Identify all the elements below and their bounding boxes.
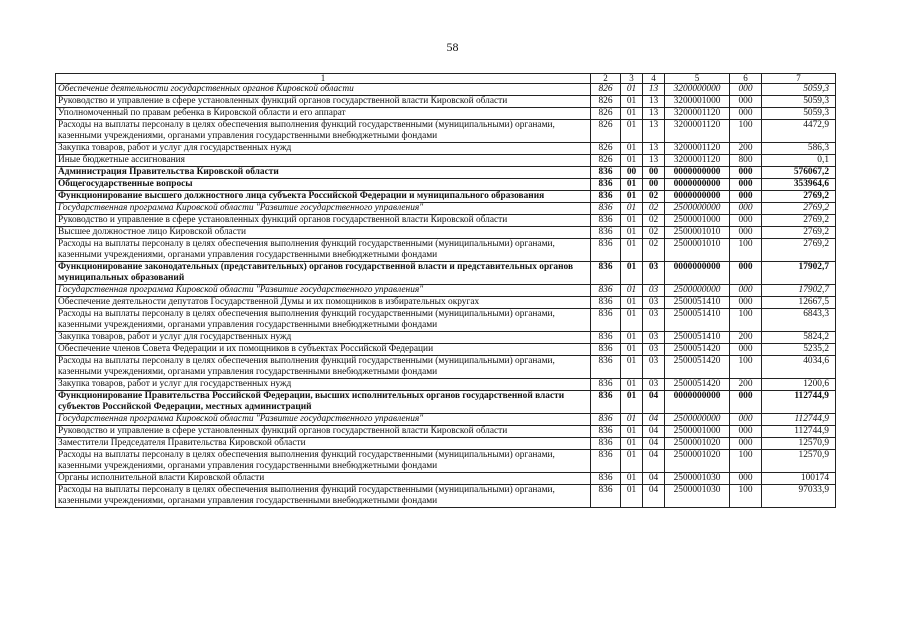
table-row: [56, 239, 836, 262]
expense-name-cell: Расходы на выплаты персоналу в целях обеспечения выполнения функций государственными (муниципальными) органами, казенными учреждениями, органами управления государственными внебюджетными фондами: [56, 239, 591, 262]
target-article-cell: 0000000000: [665, 167, 730, 179]
table-row: [56, 391, 836, 414]
ministry-code-cell: 836: [591, 215, 621, 227]
subsection-code-cell: 03: [643, 309, 665, 332]
ministry-code-cell: 836: [591, 332, 621, 344]
table-row: [56, 438, 836, 450]
ministry-code-cell: 836: [591, 262, 621, 285]
section-code-cell: 01: [621, 426, 643, 438]
subsection-code-cell: 04: [643, 426, 665, 438]
target-article-cell: 2500001000: [665, 426, 730, 438]
expense-type-cell: 000: [730, 215, 762, 227]
expense-name-cell: Уполномоченный по правам ребенка в Кировской области и его аппарат: [56, 108, 591, 120]
section-code-cell: 01: [621, 414, 643, 426]
expense-name-cell: Расходы на выплаты персоналу в целях обеспечения выполнения функций государственными (муниципальными) органами, казенными учреждениями, органами управления государственными внебюджетными фондами: [56, 450, 591, 473]
section-code-cell: 01: [621, 239, 643, 262]
target-article-cell: 0000000000: [665, 191, 730, 203]
subsection-code-cell: 02: [643, 215, 665, 227]
target-article-cell: 2500001030: [665, 473, 730, 485]
expense-name-cell: Функционирование высшего должностного лица субъекта Российской Федерации и муниципального образования: [56, 191, 591, 203]
section-code-cell: 01: [621, 391, 643, 414]
ministry-code-cell: 836: [591, 426, 621, 438]
section-code-cell: 01: [621, 84, 643, 96]
target-article-cell: 2500001010: [665, 227, 730, 239]
ministry-code-cell: 836: [591, 297, 621, 309]
table-row: [56, 414, 836, 426]
expense-name-cell: Государственная программа Кировской области "Развитие государственного управления": [56, 414, 591, 426]
table-row: [56, 96, 836, 108]
target-article-cell: 2500001010: [665, 239, 730, 262]
expense-type-cell: 100: [730, 485, 762, 508]
ministry-code-cell: 836: [591, 379, 621, 391]
section-code-cell: 01: [621, 332, 643, 344]
section-code-cell: 01: [621, 356, 643, 379]
target-article-cell: 2500051420: [665, 344, 730, 356]
section-code-cell: 01: [621, 227, 643, 239]
expense-type-cell: 200: [730, 332, 762, 344]
column-header: 6: [730, 74, 762, 84]
subsection-code-cell: 03: [643, 344, 665, 356]
table-row: [56, 191, 836, 203]
table-row: [56, 120, 836, 143]
amount-cell: 5824,2: [762, 332, 836, 344]
target-article-cell: 2500051410: [665, 332, 730, 344]
subsection-code-cell: 03: [643, 297, 665, 309]
expense-name-cell: Функционирование Правительства Российской Федерации, высших исполнительных органов государственной власти субъектов Российской Федерации, местных администраций: [56, 391, 591, 414]
expense-type-cell: 000: [730, 344, 762, 356]
expense-type-cell: 100: [730, 120, 762, 143]
expense-type-cell: 000: [730, 391, 762, 414]
amount-cell: 2769,2: [762, 191, 836, 203]
amount-cell: 17902,7: [762, 262, 836, 285]
ministry-code-cell: 836: [591, 203, 621, 215]
amount-cell: 586,3: [762, 143, 836, 155]
subsection-code-cell: 04: [643, 450, 665, 473]
amount-cell: 2769,2: [762, 215, 836, 227]
table-row: [56, 356, 836, 379]
subsection-code-cell: 13: [643, 84, 665, 96]
ministry-code-cell: 826: [591, 108, 621, 120]
ministry-code-cell: 836: [591, 438, 621, 450]
subsection-code-cell: 02: [643, 203, 665, 215]
target-article-cell: 0000000000: [665, 262, 730, 285]
amount-cell: 17902,7: [762, 285, 836, 297]
target-article-cell: 2500001020: [665, 438, 730, 450]
target-article-cell: 2500001030: [665, 485, 730, 508]
expense-type-cell: 000: [730, 285, 762, 297]
target-article-cell: 2500051410: [665, 297, 730, 309]
target-article-cell: 2500001020: [665, 450, 730, 473]
section-code-cell: 01: [621, 450, 643, 473]
target-article-cell: 2500000000: [665, 203, 730, 215]
ministry-code-cell: 836: [591, 285, 621, 297]
expense-name-cell: Закупка товаров, работ и услуг для государственных нужд: [56, 143, 591, 155]
table-row: [56, 285, 836, 297]
expense-type-cell: 000: [730, 227, 762, 239]
section-code-cell: 01: [621, 438, 643, 450]
amount-cell: 5059,3: [762, 84, 836, 96]
expense-name-cell: Функционирование законодательных (представительных) органов государственной власти и представительных органов муниципальных образований: [56, 262, 591, 285]
expense-type-cell: 000: [730, 84, 762, 96]
table-row: [56, 108, 836, 120]
subsection-code-cell: 03: [643, 285, 665, 297]
expense-name-cell: Обеспечение членов Совета Федерации и их помощников в субъектах Российской Федерации: [56, 344, 591, 356]
ministry-code-cell: 836: [591, 450, 621, 473]
table-row: [56, 450, 836, 473]
section-code-cell: 01: [621, 108, 643, 120]
subsection-code-cell: 13: [643, 120, 665, 143]
expense-name-cell: Расходы на выплаты персоналу в целях обеспечения выполнения функций государственными (муниципальными) органами, казенными учреждениями, органами управления государственными внебюджетными фондами: [56, 356, 591, 379]
table-row: [56, 297, 836, 309]
expense-type-cell: 000: [730, 426, 762, 438]
ministry-code-cell: 826: [591, 84, 621, 96]
section-code-cell: 00: [621, 167, 643, 179]
section-code-cell: 01: [621, 297, 643, 309]
section-code-cell: 01: [621, 215, 643, 227]
subsection-code-cell: 03: [643, 356, 665, 379]
column-header: 2: [591, 74, 621, 84]
column-header: 1: [56, 74, 591, 84]
section-code-cell: 01: [621, 285, 643, 297]
subsection-code-cell: 04: [643, 485, 665, 508]
target-article-cell: 3200001120: [665, 120, 730, 143]
expense-type-cell: 000: [730, 179, 762, 191]
table-row: [56, 203, 836, 215]
target-article-cell: 0000000000: [665, 391, 730, 414]
section-code-cell: 01: [621, 379, 643, 391]
ministry-code-cell: 836: [591, 473, 621, 485]
table-row: [56, 485, 836, 508]
ministry-code-cell: 836: [591, 356, 621, 379]
target-article-cell: 2500051410: [665, 309, 730, 332]
ministry-code-cell: 836: [591, 179, 621, 191]
section-code-cell: 01: [621, 96, 643, 108]
amount-cell: 112744,9: [762, 414, 836, 426]
subsection-code-cell: 04: [643, 438, 665, 450]
target-article-cell: 2500051420: [665, 356, 730, 379]
expense-type-cell: 800: [730, 155, 762, 167]
expense-name-cell: Закупка товаров, работ и услуг для государственных нужд: [56, 332, 591, 344]
expense-type-cell: 100: [730, 450, 762, 473]
amount-cell: 5059,3: [762, 96, 836, 108]
expense-name-cell: Обеспечение деятельности депутатов Государственной Думы и их помощников в избирательных округах: [56, 297, 591, 309]
table-row: [56, 379, 836, 391]
column-header: 4: [643, 74, 665, 84]
expense-name-cell: Высшее должностное лицо Кировской области: [56, 227, 591, 239]
subsection-code-cell: 03: [643, 332, 665, 344]
subsection-code-cell: 04: [643, 391, 665, 414]
ministry-code-cell: 836: [591, 191, 621, 203]
section-code-cell: 01: [621, 155, 643, 167]
table-row: [56, 155, 836, 167]
target-article-cell: 3200001000: [665, 96, 730, 108]
expense-name-cell: Органы исполнительной власти Кировской области: [56, 473, 591, 485]
target-article-cell: 2500051420: [665, 379, 730, 391]
section-code-cell: 01: [621, 485, 643, 508]
expense-name-cell: Руководство и управление в сфере установленных функций органов государственной власти Кировской области: [56, 96, 591, 108]
subsection-code-cell: 03: [643, 262, 665, 285]
section-code-cell: 01: [621, 120, 643, 143]
expense-type-cell: 000: [730, 167, 762, 179]
expense-type-cell: 000: [730, 191, 762, 203]
amount-cell: 576067,2: [762, 167, 836, 179]
expense-name-cell: Руководство и управление в сфере установленных функций органов государственной власти Кировской области: [56, 215, 591, 227]
section-code-cell: 01: [621, 143, 643, 155]
amount-cell: 12667,5: [762, 297, 836, 309]
section-code-cell: 01: [621, 344, 643, 356]
expense-type-cell: 000: [730, 473, 762, 485]
expense-name-cell: Расходы на выплаты персоналу в целях обеспечения выполнения функций государственными (муниципальными) органами, казенными учреждениями, органами управления государственными внебюджетными фондами: [56, 120, 591, 143]
budget-table: [55, 73, 836, 508]
ministry-code-cell: 836: [591, 167, 621, 179]
section-code-cell: 01: [621, 473, 643, 485]
table-row: [56, 143, 836, 155]
expense-type-cell: 100: [730, 356, 762, 379]
table-row: [56, 179, 836, 191]
expense-name-cell: Расходы на выплаты персоналу в целях обеспечения выполнения функций государственными (муниципальными) органами, казенными учреждениями, органами управления государственными внебюджетными фондами: [56, 309, 591, 332]
subsection-code-cell: 02: [643, 191, 665, 203]
subsection-code-cell: 03: [643, 379, 665, 391]
table-row: [56, 344, 836, 356]
amount-cell: 4472,9: [762, 120, 836, 143]
table-row: [56, 167, 836, 179]
amount-cell: 2769,2: [762, 239, 836, 262]
expense-name-cell: Заместители Председателя Правительства Кировской области: [56, 438, 591, 450]
amount-cell: 112744,9: [762, 391, 836, 414]
table-row: [56, 215, 836, 227]
subsection-code-cell: 00: [643, 167, 665, 179]
section-code-cell: 01: [621, 179, 643, 191]
amount-cell: 1200,6: [762, 379, 836, 391]
target-article-cell: 3200000000: [665, 84, 730, 96]
ministry-code-cell: 836: [591, 309, 621, 332]
ministry-code-cell: 826: [591, 155, 621, 167]
target-article-cell: 2500000000: [665, 414, 730, 426]
amount-cell: 353964,6: [762, 179, 836, 191]
amount-cell: 100174: [762, 473, 836, 485]
ministry-code-cell: 836: [591, 414, 621, 426]
column-header: 3: [621, 74, 643, 84]
expense-name-cell: Закупка товаров, работ и услуг для государственных нужд: [56, 379, 591, 391]
section-code-cell: 01: [621, 191, 643, 203]
subsection-code-cell: 13: [643, 143, 665, 155]
expense-name-cell: Государственная программа Кировской области "Развитие государственного управления": [56, 285, 591, 297]
subsection-code-cell: 00: [643, 179, 665, 191]
table-row: [56, 262, 836, 285]
target-article-cell: 3200001120: [665, 143, 730, 155]
expense-type-cell: 000: [730, 414, 762, 426]
expense-type-cell: 000: [730, 203, 762, 215]
amount-cell: 12570,9: [762, 438, 836, 450]
subsection-code-cell: 04: [643, 473, 665, 485]
expense-name-cell: Иные бюджетные ассигнования: [56, 155, 591, 167]
expense-type-cell: 000: [730, 96, 762, 108]
amount-cell: 4034,6: [762, 356, 836, 379]
expense-name-cell: Государственная программа Кировской области "Развитие государственного управления": [56, 203, 591, 215]
expense-type-cell: 200: [730, 143, 762, 155]
subsection-code-cell: 04: [643, 414, 665, 426]
amount-cell: 5235,2: [762, 344, 836, 356]
ministry-code-cell: 826: [591, 120, 621, 143]
ministry-code-cell: 836: [591, 227, 621, 239]
amount-cell: 97033,9: [762, 485, 836, 508]
table-row: [56, 84, 836, 96]
ministry-code-cell: 836: [591, 344, 621, 356]
ministry-code-cell: 836: [591, 485, 621, 508]
expense-name-cell: Обеспечение деятельности государственных органов Кировской области: [56, 84, 591, 96]
expense-type-cell: 000: [730, 108, 762, 120]
column-header: 5: [665, 74, 730, 84]
amount-cell: 112744,9: [762, 426, 836, 438]
target-article-cell: 3200001120: [665, 108, 730, 120]
subsection-code-cell: 02: [643, 239, 665, 262]
ministry-code-cell: 826: [591, 96, 621, 108]
section-code-cell: 01: [621, 309, 643, 332]
column-header: 7: [762, 74, 836, 84]
subsection-code-cell: 13: [643, 96, 665, 108]
expense-name-cell: Руководство и управление в сфере установленных функций органов государственной власти Кировской области: [56, 426, 591, 438]
table-row: [56, 309, 836, 332]
amount-cell: 0,1: [762, 155, 836, 167]
amount-cell: 2769,2: [762, 203, 836, 215]
target-article-cell: 0000000000: [665, 179, 730, 191]
table-body: [56, 84, 836, 508]
target-article-cell: 3200001120: [665, 155, 730, 167]
table-row: [56, 473, 836, 485]
ministry-code-cell: 836: [591, 239, 621, 262]
expense-type-cell: 100: [730, 309, 762, 332]
expense-type-cell: 000: [730, 297, 762, 309]
expense-name-cell: Администрация Правительства Кировской области: [56, 167, 591, 179]
table-row: [56, 227, 836, 239]
subsection-code-cell: 02: [643, 227, 665, 239]
expense-type-cell: 000: [730, 438, 762, 450]
expense-name-cell: Общегосударственные вопросы: [56, 179, 591, 191]
section-code-cell: 01: [621, 203, 643, 215]
expense-name-cell: Расходы на выплаты персоналу в целях обеспечения выполнения функций государственными (муниципальными) органами, казенными учреждениями, органами управления государственными внебюджетными фондами: [56, 485, 591, 508]
subsection-code-cell: 13: [643, 108, 665, 120]
amount-cell: 6843,3: [762, 309, 836, 332]
page-number: 58: [446, 40, 459, 54]
target-article-cell: 2500001000: [665, 215, 730, 227]
amount-cell: 12570,9: [762, 450, 836, 473]
expense-type-cell: 000: [730, 262, 762, 285]
ministry-code-cell: 836: [591, 391, 621, 414]
table-row: [56, 332, 836, 344]
target-article-cell: 2500000000: [665, 285, 730, 297]
table-row: [56, 426, 836, 438]
amount-cell: 5059,3: [762, 108, 836, 120]
expense-type-cell: 100: [730, 239, 762, 262]
column-number-row: [56, 74, 836, 84]
section-code-cell: 01: [621, 262, 643, 285]
ministry-code-cell: 826: [591, 143, 621, 155]
amount-cell: 2769,2: [762, 227, 836, 239]
subsection-code-cell: 13: [643, 155, 665, 167]
expense-type-cell: 200: [730, 379, 762, 391]
